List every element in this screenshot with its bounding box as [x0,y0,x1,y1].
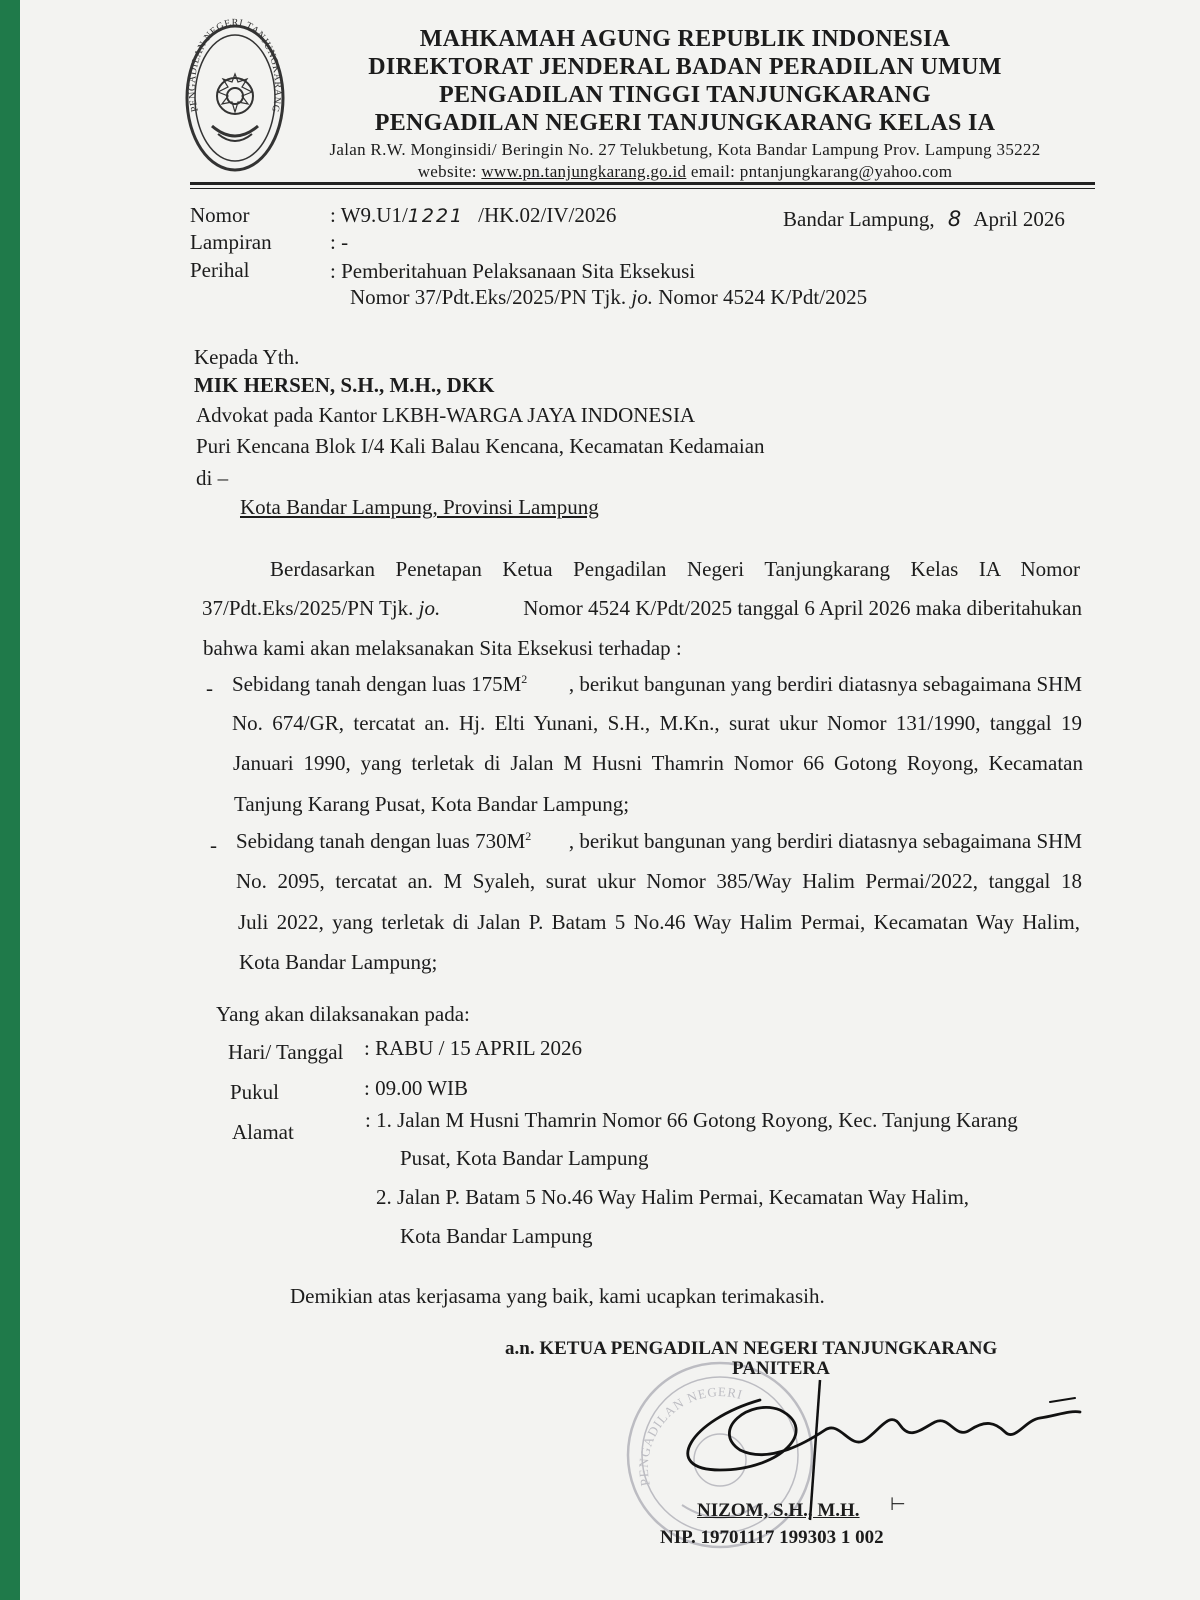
nomor-prefix: : W9.U1/ [330,203,408,227]
item-2-line-1 [236,829,1082,854]
signatory-role: PANITERA [732,1358,830,1379]
alamat-label: Alamat [232,1120,294,1144]
item-1-area: Sebidang tanah dengan luas 175M [232,672,522,696]
item-1-line-3: Januari 1990, yang terletak di Jalan M Husni Thamrin Nomor 66 Gotong Royong, Kecamatan [233,751,1083,775]
court-seal-logo [180,16,290,176]
perihal-case-number: Nomor 37/Pdt.Eks/2025/PN Tjk. [350,285,627,309]
letter-sheet [20,0,1200,1600]
nomor-suffix: /HK.02/IV/2026 [478,203,617,227]
item-2-line-3: Juli 2022, yang terletak di Jalan P. Batam 5 No.46 Way Halim Permai, Kecamatan Way Halim, [238,910,1080,934]
alamat-2-line-1: 2. Jalan P. Batam 5 No.46 Way Halim Permai, Kecamatan Way Halim, [376,1185,970,1209]
para-line-2 [202,596,1082,621]
item-2-line-4: Kota Bandar Lampung; [239,950,438,974]
item-2-sup: 2 [525,829,532,843]
letterhead-address: Jalan R.W. Monginsidi/ Beringin No. 27 Telukbetung, Kota Bandar Lampung Prov. Lampung 35222 [329,140,1041,159]
letter-date [783,207,1065,232]
item-1-line-1 [232,672,1082,697]
item-1-rest: , berikut bangunan yang berdiri diatasnya sebagaimana SHM [568,672,1082,696]
website-label: website: [417,162,477,181]
item-2-bullet: - [210,833,217,857]
lampiran-value: : - [330,230,349,254]
alamat-1-line-1: : 1. Jalan M Husni Thamrin Nomor 66 Gotong Royong, Kec. Tanjung Karang [365,1108,1018,1132]
perihal-jo: jo. [631,285,653,309]
item-2-line-2: No. 2095, tercatat an. M Syaleh, surat ukur Nomor 385/Way Halim Permai/2022, tanggal 18 [236,869,1082,893]
website-link[interactable]: www.pn.tanjungkarang.go.id [481,162,687,181]
recipient-city: Kota Bandar Lampung, Provinsi Lampung [240,495,599,519]
hari-label: Hari/ Tanggal [228,1040,344,1064]
para-case-number: 37/Pdt.Eks/2025/PN Tjk. [202,596,414,620]
perihal-kasasi-number: Nomor 4524 K/Pdt/2025 [658,285,868,309]
header-rule-thick [190,182,1095,185]
seal-text: PENGADILAN NEGERI TANJUNGKARANG [186,17,284,114]
pukul-value: : 09.00 WIB [364,1076,469,1100]
letterhead-contact [275,162,1095,182]
signatory-nip: NIP. 19701117 199303 1 002 [660,1527,884,1548]
signatory-on-behalf: a.n. KETUA PENGADILAN NEGERI TANJUNGKARANG [505,1338,998,1359]
letterhead-line-1: MAHKAMAH AGUNG REPUBLIK INDONESIA [419,26,951,52]
perihal-line-1: : Pemberitahuan Pelaksanaan Sita Eksekusi [330,259,696,283]
recipient-address: Puri Kencana Blok I/4 Kali Balau Kencana, Kecamatan Kedamaian [196,434,765,458]
alamat-1-line-2: Pusat, Kota Bandar Lampung [400,1146,649,1170]
nomor-label: Nomor [190,203,250,227]
item-2-area: Sebidang tanah dengan luas 730M [236,829,526,853]
initial-mark-icon: ⊢ [890,1494,906,1515]
letterhead-line-3: PENGADILAN TINGGI TANJUNGKARANG [438,82,932,108]
kepada-yth: Kepada Yth. [194,345,300,369]
email-link[interactable]: pntanjungkarang@yahoo.com [739,162,953,181]
item-1-sup: 2 [521,672,528,686]
signatory-name: NIZOM, S.H., M.H. [697,1500,860,1521]
schedule-intro: Yang akan dilaksanakan pada: [216,1002,470,1026]
letterhead-line-2: DIREKTORAT JENDERAL BADAN PERADILAN UMUM [368,54,1002,80]
date-day-handwritten: 8 [947,207,962,231]
perihal-label: Perihal [190,258,250,282]
nomor-handwritten: 1221 [407,205,465,227]
nomor-value [330,203,616,228]
date-place: Bandar Lampung, [783,207,935,231]
alamat-2-line-2: Kota Bandar Lampung [400,1224,593,1248]
recipient-office: Advokat pada Kantor LKBH-WARGA JAYA INDONESIA [196,403,696,427]
para-kasasi-date: Nomor 4524 K/Pdt/2025 tanggal 6 April 2026 maka diberitahukan [523,596,1082,620]
header-rule-thin [190,188,1095,189]
item-1-line-4: Tanjung Karang Pusat, Kota Bandar Lampung; [234,792,630,816]
recipient-di: di – [196,466,229,490]
closing-text: Demikian atas kerjasama yang baik, kami ucapkan terimakasih. [290,1284,825,1308]
stamp-text: PENGADILAN NEGERI [635,1384,745,1488]
para-jo: jo. [418,596,441,620]
item-1-bullet: - [206,676,213,700]
item-2-rest: , berikut bangunan yang berdiri diatasnya sebagaimana SHM [568,829,1082,853]
letterhead-line-4: PENGADILAN NEGERI TANJUNGKARANG KELAS IA [374,110,996,136]
para-line-3: bahwa kami akan melaksanakan Sita Eksekusi terhadap : [203,636,682,660]
recipient-name: MIK HERSEN, S.H., M.H., DKK [194,373,495,397]
pukul-label: Pukul [230,1080,280,1104]
date-rest: April 2026 [973,207,1065,231]
item-1-line-2: No. 674/GR, tercatat an. Hj. Elti Yunani, S.H., M.Kn., surat ukur Nomor 131/1990, tanggal 19 [232,711,1082,735]
lampiran-label: Lampiran [190,230,272,254]
email-label: email: [690,162,736,181]
perihal-line-2 [350,285,867,310]
para-line-1: Berdasarkan Penetapan Ketua Pengadilan Negeri Tanjungkarang Kelas IA Nomor [270,557,1080,581]
hari-value: : RABU / 15 APRIL 2026 [364,1036,582,1060]
